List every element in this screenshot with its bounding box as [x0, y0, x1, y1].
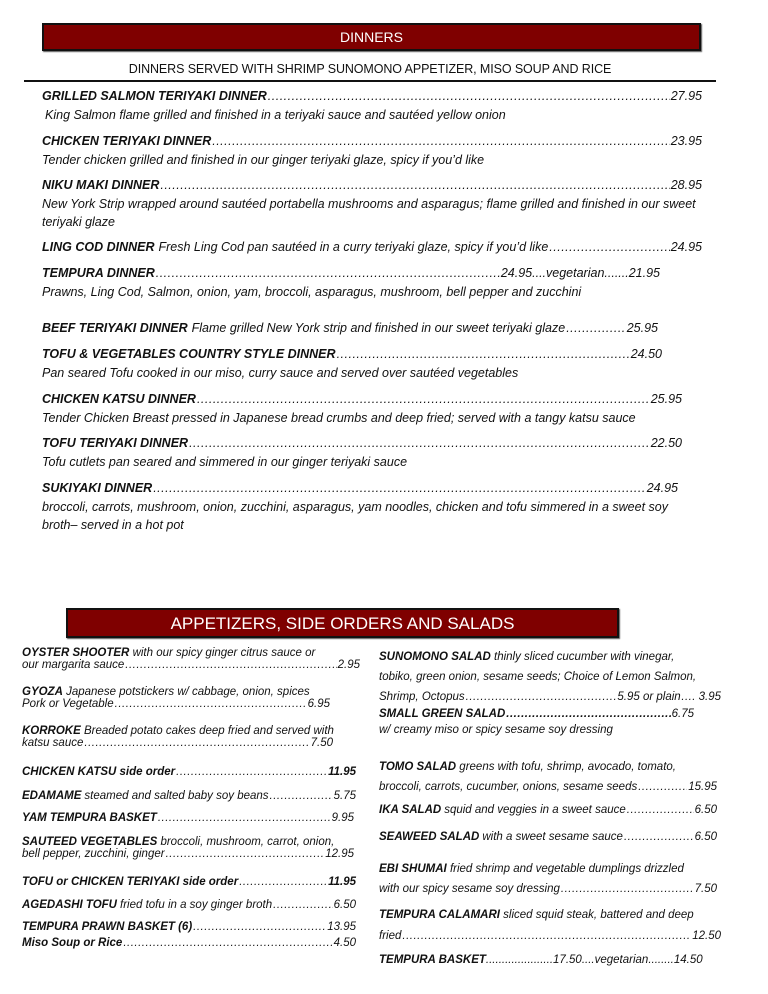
item-name: GYOZA [22, 686, 63, 698]
item-name: TOMO SALAD [379, 761, 457, 773]
menu-item [22, 937, 356, 949]
item-description: w/ creamy miso or spicy sesame soy dressing [379, 724, 613, 736]
item-description: thinly sliced cucumber with vinegar, [494, 651, 675, 663]
item-name: SAUTEED VEGETABLES [22, 836, 158, 848]
item-description: fried [379, 930, 402, 942]
item-price: 24.50 [630, 347, 662, 361]
item-name: TEMPURA PRAWN BASKET (6) [22, 921, 193, 933]
appetizers-header-label: APPETIZERS, SIDE ORDERS AND SALADS [170, 614, 515, 633]
item-price: 7.50 [694, 883, 717, 895]
item-price: 25.95 [626, 321, 658, 335]
menu-item: TEMPURA DINNER ..... 24.95 .... vegetarian ....... 21.95 Prawns, Ling Cod, Salmon, onion, yam, broccoli, asparagus, mushroom, bell pepper and zucchini [42, 266, 702, 301]
item-description: fried tofu in a soy ginger broth [120, 899, 273, 911]
menu-item [22, 725, 333, 749]
item-name: IKA SALAD [379, 804, 442, 816]
item-description: squid and veggies in a sweet sauce [444, 804, 626, 816]
menu-item [379, 757, 719, 797]
item-description: katsu sauce [22, 737, 84, 749]
dinners-header-label: DINNERS [339, 29, 403, 45]
menu-item [42, 392, 702, 427]
menu-item [22, 836, 354, 860]
item-alt-label: vegetarian [594, 954, 649, 966]
item-price: 2.95 [337, 659, 360, 671]
item-name: YAM TEMPURA BASKET [22, 812, 157, 824]
item-price: 9.95 [331, 812, 354, 824]
menu-item [379, 708, 694, 736]
item-name: EBI SHUMAI [379, 863, 447, 875]
item-description: Tofu cutlets pan seared and simmered in our ginger teriyaki sauce [42, 455, 408, 469]
menu-item [42, 178, 702, 231]
item-description: Pan seared Tofu cooked in our miso, curry sauce and served over sautéed vegetables [42, 366, 519, 380]
item-name: SMALL GREEN SALAD [379, 708, 506, 720]
item-description: King Salmon flame grilled and finished in a teriyaki sauce and sautéed yellow onion [45, 108, 506, 122]
menu-item: TEMPURA BASKET.....................17.50....vegetarian........14.50 [379, 954, 703, 966]
dinners-subtitle: DINNERS SERVED WITH SHRIMP SUNOMONO APPETIZER, MISO SOUP AND RICE [128, 62, 612, 76]
item-description: tobiko, green onion, sesame seeds; Choice of Lemon Salmon, [379, 671, 697, 683]
item-price: 7.50 [310, 737, 333, 749]
item-price: 25.95 [650, 392, 682, 406]
item-price: 24.95 [500, 266, 533, 280]
item-price: 28.95 [670, 178, 702, 192]
menu-item [379, 859, 719, 899]
divider [24, 80, 716, 82]
item-description: fried shrimp and vegetable dumplings drizzled [449, 863, 684, 875]
item-name: EDAMAME [22, 790, 82, 802]
item-price: 15.95 [688, 781, 717, 793]
item-price: 5.95 [617, 691, 640, 703]
item-alt-price: 21.95 [628, 266, 660, 280]
item-description: with a sweet sesame sauce [482, 831, 623, 843]
item-name: TOFU or CHICKEN TERIYAKI side order [22, 876, 239, 888]
item-name: TOFU TERIYAKI DINNER [42, 436, 189, 450]
item-name: CHICKEN TERIYAKI DINNER [42, 134, 212, 148]
menu-item [379, 804, 717, 816]
item-price: 6.50 [694, 831, 717, 843]
item-price: 6.50 [333, 899, 356, 911]
item-description: Japanese potstickers w/ cabbage, onion, spices [66, 686, 310, 698]
item-price: 12.50 [692, 930, 721, 942]
item-description: bell pepper, zucchini, ginger [22, 848, 165, 860]
menu-item [22, 812, 354, 824]
item-price: 11.95 [328, 766, 356, 778]
item-price: 4.50 [333, 937, 356, 949]
menu-item [42, 436, 702, 471]
menu-item [22, 876, 356, 888]
item-description: greens with tofu, shrimp, avocado, tomato, [459, 761, 676, 773]
item-name: GRILLED SALMON TERIYAKI DINNER [42, 89, 267, 103]
item-price: 13.95 [327, 921, 356, 933]
menu-item [22, 899, 356, 911]
item-name: BEEF TERIYAKI DINNER [42, 321, 188, 335]
item-description: our margarita sauce [22, 659, 125, 671]
item-description: broccoli, carrots, mushroom, onion, zucchini, asparagus, yam noodles, chicken and tofu simmered in a sweet soy broth– served in a hot pot [42, 500, 668, 532]
item-price: 5.75 [333, 790, 356, 802]
menu-item [22, 790, 356, 802]
item-description: Breaded potato cakes deep fried and served with [83, 725, 334, 737]
item-alt-label: vegetarian [546, 266, 605, 280]
item-price: 24.95 [646, 481, 678, 495]
item-price: 23.95 [670, 134, 702, 148]
item-name: TOFU & VEGETABLES COUNTRY STYLE DINNER [42, 347, 336, 361]
menu-item [42, 89, 702, 124]
menu-item [42, 347, 702, 382]
menu-item [22, 647, 360, 671]
item-description: broccoli, carrots, cucumber, onions, sesame seeds [379, 781, 638, 793]
item-description: New York Strip wrapped around sautéed portabella mushrooms and asparagus; flame grilled and finished in our sweet teriyaki glaze [42, 197, 696, 229]
item-description: broccoli, mushroom, carrot, onion, [160, 836, 335, 848]
item-price: 12.95 [325, 848, 354, 860]
item-name: SUNOMONO SALAD [379, 651, 491, 663]
item-name: TEMPURA BASKET [379, 954, 486, 966]
item-name: TEMPURA DINNER [42, 266, 155, 280]
item-price: 17.50 [553, 954, 582, 966]
menu-item [42, 134, 702, 169]
item-name: LING COD DINNER [42, 240, 155, 254]
menu-item [42, 481, 702, 534]
item-description: steamed and salted baby soy beans [84, 790, 269, 802]
item-name: Miso Soup or Rice [22, 937, 123, 949]
item-description: Fresh Ling Cod pan sautéed in a curry teriyaki glaze, spicy if you’d like [158, 240, 549, 254]
menu-item [22, 686, 330, 710]
item-description: with our spicy ginger citrus sauce or [132, 647, 316, 659]
item-price: 6.50 [694, 804, 717, 816]
item-price: 27.95 [670, 89, 702, 103]
item-alt-price: 3.95 [698, 691, 721, 703]
item-alt-label: or plain…. [642, 691, 696, 703]
item-name: NIKU MAKI DINNER [42, 178, 160, 192]
dinners-header [42, 23, 701, 51]
menu-item [379, 647, 724, 707]
item-name: AGEDASHI TOFU [22, 899, 117, 911]
item-description: Tender chicken grilled and finished in our ginger teriyaki glaze, spicy if you’d like [42, 153, 485, 167]
menu-item [379, 831, 717, 843]
item-description: Pork or Vegetable [22, 698, 114, 710]
menu-item [42, 321, 702, 338]
item-name: TEMPURA CALAMARI [379, 909, 500, 921]
item-name: OYSTER SHOOTER [22, 647, 130, 659]
item-description: Shrimp, Octopus [379, 691, 465, 703]
item-name: CHICKEN KATSU side order [22, 766, 176, 778]
item-price: 6.95 [307, 698, 330, 710]
menu-item [42, 240, 702, 257]
item-name: SUKIYAKI DINNER [42, 481, 153, 495]
item-price: 22.50 [650, 436, 682, 450]
item-price: 11.95 [328, 876, 356, 888]
menu-item [22, 921, 356, 933]
item-description: Tender Chicken Breast pressed in Japanese bread crumbs and deep fried; served with a tangy katsu sauce [42, 411, 636, 425]
item-description: Flame grilled New York strip and finished in our sweet teriyaki glaze [191, 321, 566, 335]
item-price: 24.95 [670, 240, 702, 254]
item-description: Prawns, Ling Cod, Salmon, onion, yam, broccoli, asparagus, mushroom, bell pepper and zucchini [42, 285, 582, 299]
item-name: SEAWEED SALAD [379, 831, 480, 843]
menu-item [379, 905, 724, 947]
appetizers-header [66, 608, 619, 638]
item-name: CHICKEN KATSU DINNER [42, 392, 196, 406]
item-name: KORROKE [22, 725, 81, 737]
item-price: 6.75 [671, 708, 694, 720]
item-description: with our spicy sesame soy dressing [379, 883, 560, 895]
item-description: sliced squid steak, battered and deep [503, 909, 694, 921]
menu-item [22, 766, 356, 778]
item-alt-price: 14.50 [673, 954, 703, 966]
